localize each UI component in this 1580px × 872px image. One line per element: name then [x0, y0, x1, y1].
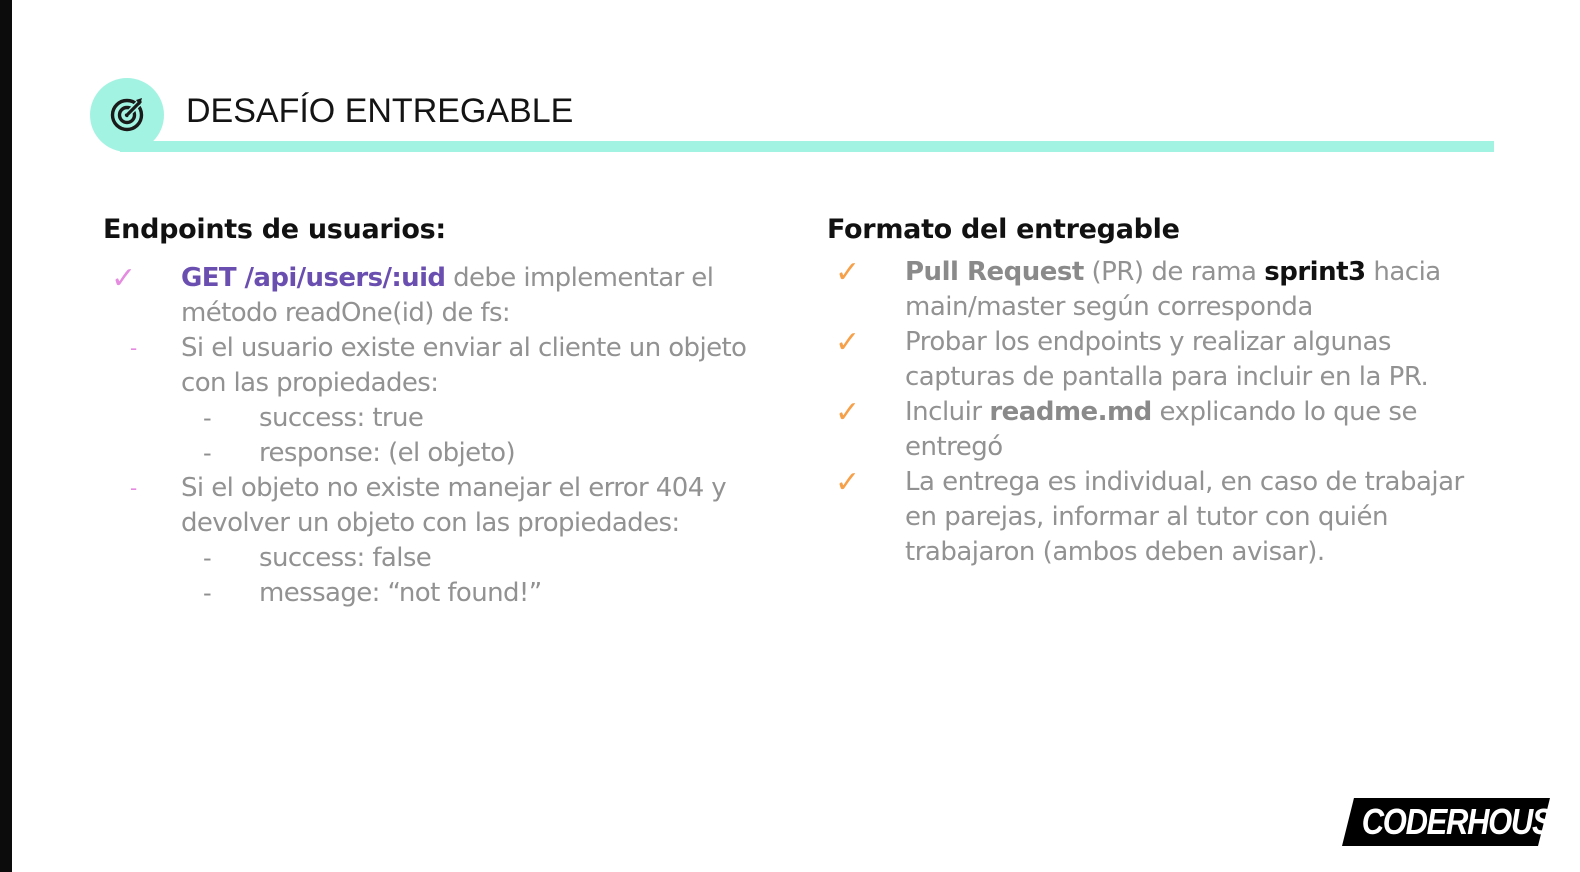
item-text: La entrega es individual, en caso de trabajar en parejas, informar al tutor con quién trabajaron (ambos deben avisar).	[905, 467, 1464, 567]
bold-term: readme.md	[989, 397, 1152, 427]
sub-item-text: Si el objeto no existe manejar el error 404 y devolver un objeto con las propiedades:	[181, 473, 727, 538]
property-text: success: true	[259, 403, 424, 433]
sub-sub-item	[181, 541, 783, 576]
dash-icon: -	[203, 544, 212, 572]
sub-item	[103, 331, 783, 471]
item-description: debe implementar el método readOne(id) de fs:	[181, 263, 714, 328]
sub-sub-item	[181, 401, 783, 436]
list-item	[827, 255, 1487, 325]
text-segment: Incluir	[905, 397, 990, 427]
text-segment: hacia main/master según corresponda	[905, 257, 1441, 322]
sub-item-text: Si el usuario existe enviar al cliente un objeto con las propiedades:	[181, 333, 747, 398]
dash-icon: -	[203, 439, 212, 467]
header-underline	[120, 141, 1494, 152]
section-heading: Endpoints de usuarios:	[103, 214, 446, 245]
item-text	[181, 261, 783, 331]
list-item	[103, 261, 783, 331]
check-icon: ✓	[835, 255, 861, 290]
users-endpoints-section	[103, 214, 783, 611]
target-icon	[107, 95, 147, 135]
dash-icon: -	[130, 336, 138, 360]
list-item	[827, 395, 1487, 465]
property-text: message: “not found!”	[259, 578, 542, 608]
list-item	[827, 325, 1487, 395]
header-icon-badge	[90, 78, 164, 152]
check-icon: ✓	[835, 325, 861, 360]
bold-term: Pull Request	[905, 257, 1084, 287]
check-icon: ✓	[111, 261, 137, 296]
check-icon: ✓	[835, 465, 861, 500]
property-text: response: (el objeto)	[259, 438, 516, 468]
branch-name: sprint3	[1264, 257, 1366, 287]
dash-icon: -	[130, 476, 138, 500]
item-text	[905, 255, 1487, 325]
sub-sub-item	[181, 576, 783, 611]
sub-item	[103, 471, 783, 611]
endpoint-code: GET /api/users/:uid	[181, 263, 446, 293]
check-icon: ✓	[835, 395, 861, 430]
list-item	[827, 465, 1487, 570]
dash-icon: -	[203, 404, 212, 432]
sub-sub-item	[181, 436, 783, 471]
item-text: Probar los endpoints y realizar algunas capturas de pantalla para incluir en la PR.	[905, 327, 1429, 392]
dash-icon: -	[203, 579, 212, 607]
coderhouse-logo: CODERHOUSE	[1361, 801, 1571, 842]
page-title: DESAFÍO ENTREGABLE	[186, 92, 574, 130]
section-heading: Formato del entregable	[827, 214, 1180, 245]
item-text	[905, 395, 1487, 465]
text-segment: (PR) de rama	[1083, 257, 1265, 287]
text-segment: explicando lo que se entregó	[905, 397, 1417, 462]
property-text: success: false	[259, 543, 432, 573]
deliverable-format-section	[827, 214, 1487, 570]
left-edge-strip	[0, 0, 12, 872]
